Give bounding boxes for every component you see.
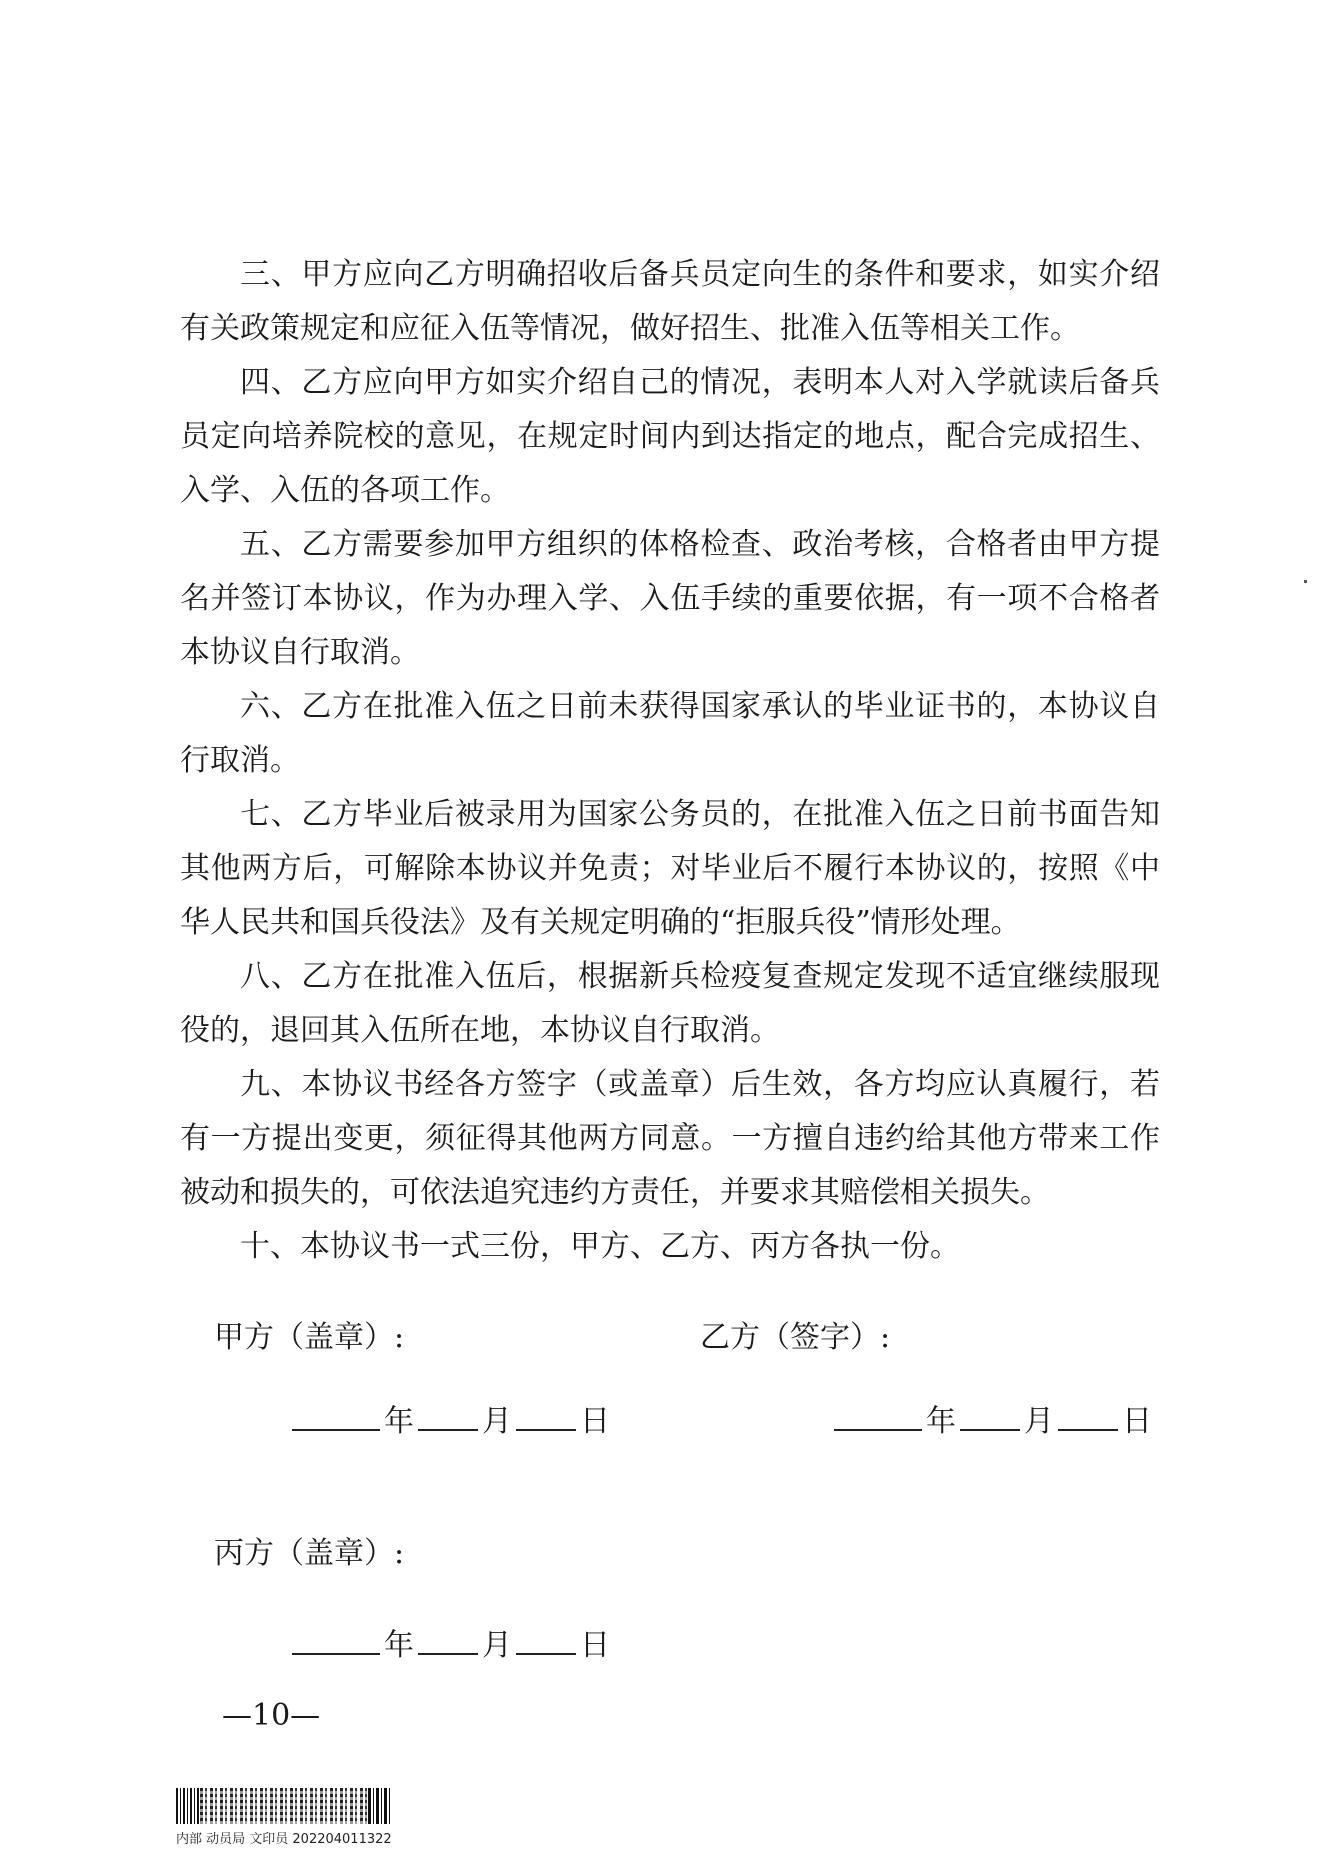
day-blank (516, 1401, 576, 1431)
month-blank (960, 1401, 1020, 1431)
party-c-seal-label: 丙方（盖章）: (214, 1536, 405, 1571)
party-b-sign-label: 乙方（签字）: (700, 1320, 891, 1355)
clause-9: 九、本协议书经各方签字（或盖章）后生效，各方均应认真履行，若有一方提出变更，须征得其他两方同意。一方擅自违约给其他方带来工作被动和损失的，可依法追究违约方责任，并要求其赔偿相关损失。 (180, 1067, 1160, 1210)
clause-10: 十、本协议书一式三份，甲方、乙方、丙方各执一份。 (240, 1229, 960, 1264)
page-number: —10— (222, 1698, 321, 1733)
clause-7: 七、乙方毕业后被录用为国家公务员的，在批准入伍之日前书面告知其他两方后，可解除本协议并免责；对毕业后不履行本协议的，按照《中华人民共和国兵役法》及有关规定明确的“拒服兵役”情形处理。 (180, 797, 1160, 940)
year-blank (292, 1625, 380, 1655)
year-label: 年 (926, 1404, 956, 1439)
year-label: 年 (384, 1404, 414, 1439)
party-a-date (288, 1396, 610, 1440)
day-blank (516, 1625, 576, 1655)
clause-5: 五、乙方需要参加甲方组织的体格检查、政治考核，合格者由甲方提名并签订本协议，作为办理入学、入伍手续的重要依据，有一项不合格者本协议自行取消。 (180, 527, 1160, 670)
month-label: 月 (1024, 1404, 1054, 1439)
scan-speck (1304, 580, 1307, 583)
clause-4: 四、乙方应向甲方如实介绍自己的情况，表明本人对入学就读后备兵员定向培养院校的意见，在规定时间内到达指定的地点，配合完成招生、入学、入伍的各项工作。 (180, 365, 1160, 508)
month-blank (418, 1625, 478, 1655)
month-blank (418, 1401, 478, 1431)
footer-print-code: 内部 动员局 文印员 202204011322 (176, 1832, 392, 1847)
party-a-seal-label: 甲方（盖章）: (214, 1320, 405, 1355)
clause-3: 三、甲方应向乙方明确招收后备兵员定向生的条件和要求，如实介绍有关政策规定和应征入伍等情况，做好招生、批准入伍等相关工作。 (180, 257, 1160, 346)
day-label: 日 (580, 1628, 610, 1663)
party-b-date (830, 1396, 1152, 1440)
month-label: 月 (482, 1628, 512, 1663)
day-blank (1058, 1401, 1118, 1431)
agreement-clauses (180, 248, 1160, 1274)
clause-6: 六、乙方在批准入伍之日前未获得国家承认的毕业证书的，本协议自行取消。 (180, 689, 1160, 778)
month-label: 月 (482, 1404, 512, 1439)
year-blank (292, 1401, 380, 1431)
day-label: 日 (580, 1404, 610, 1439)
year-blank (834, 1401, 922, 1431)
barcode-icon (176, 1788, 392, 1824)
day-label: 日 (1122, 1404, 1152, 1439)
year-label: 年 (384, 1628, 414, 1663)
clause-8: 八、乙方在批准入伍后，根据新兵检疫复查规定发现不适宜继续服现役的，退回其入伍所在地，本协议自行取消。 (180, 959, 1160, 1048)
party-c-date (288, 1620, 610, 1664)
